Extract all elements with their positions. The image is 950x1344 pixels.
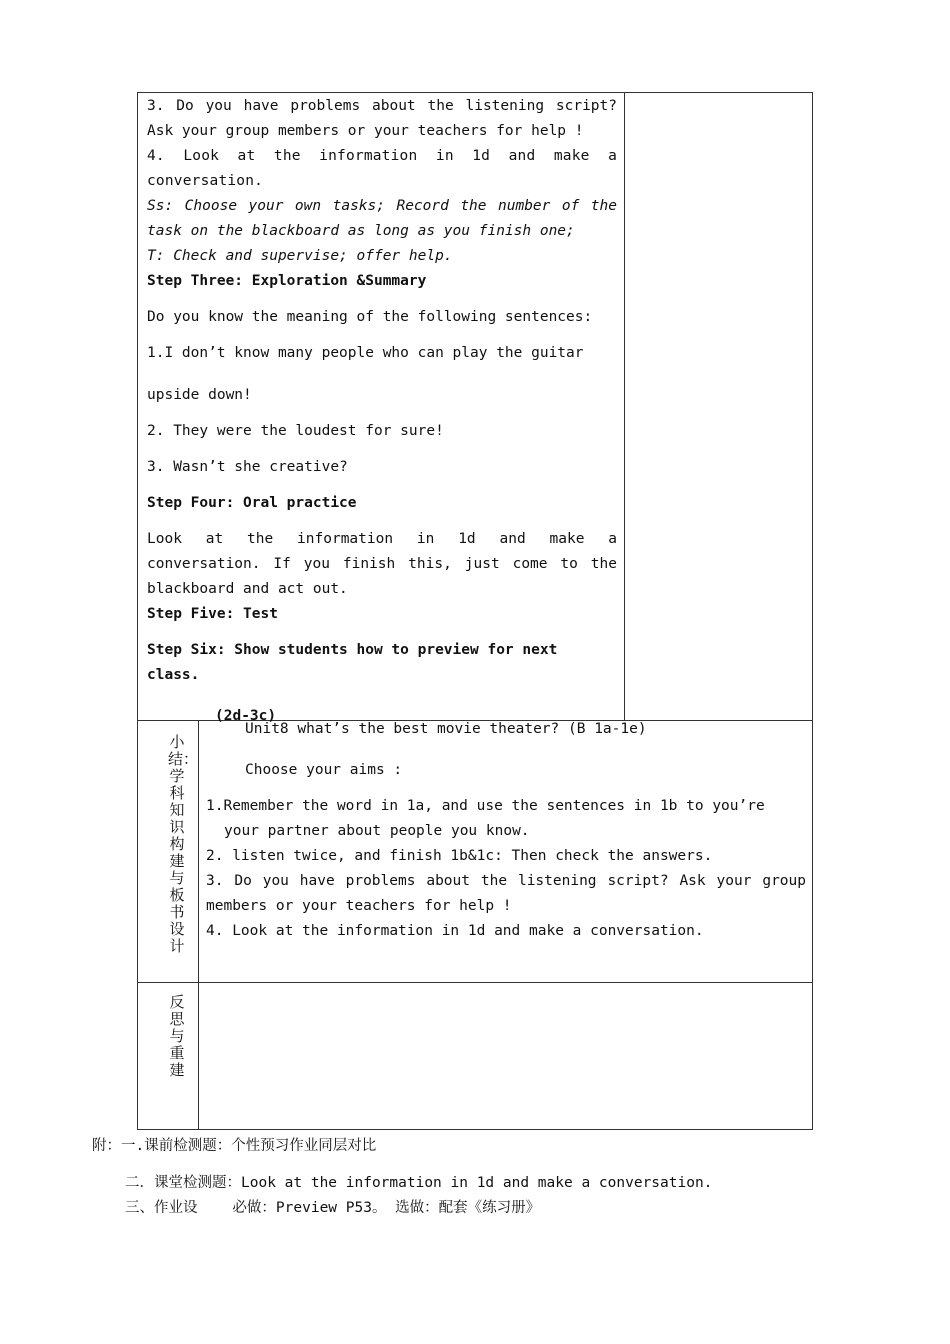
footer-line-1: 附：一.课前检测题：个性预习作业同层对比 [92, 1138, 377, 1154]
sentence-1a: 1.I don’t know many people who can play the guitar [147, 345, 584, 361]
reflection-label: 反思与重建 [169, 993, 185, 1079]
summary-cell [206, 717, 815, 944]
step3-intro: Do you know the meaning of the following sentences: [147, 309, 593, 325]
step4-title: Step Four: Oral practice [147, 495, 357, 511]
column-divider-label [198, 720, 199, 1130]
footer-line-2: 二．课堂检测题：Look at the information in 1d and make a conversation. [125, 1175, 713, 1191]
summary-item-3: 3. Do you have problems about the listening script? Ask your group members or your teachers for help ! [206, 873, 815, 914]
summary-aims: Choose your aims : [245, 762, 403, 778]
sentence-2: 2. They were the loudest for sure! [147, 423, 444, 439]
summary-item-2: 2. listen twice, and finish 1b&1c: Then check the answers. [206, 848, 713, 864]
sentence-1b: upside down! [147, 387, 252, 403]
sentence-3: 3. Wasn’t she creative? [147, 459, 348, 475]
step2-item4: 4. Look at the information in 1d and make a conversation. [147, 148, 626, 189]
lesson-table [137, 92, 813, 1130]
step3-title: Step Three: Exploration &Summary [147, 273, 427, 289]
students-instructions: Ss: Choose your own tasks; Record the number of the task on the blackboard as long as you finish one; [147, 198, 626, 239]
summary-item-4: 4. Look at the information in 1d and make a conversation. [206, 923, 704, 939]
column-divider-top [624, 93, 625, 720]
step4-text: Look at the information in 1d and make a conversation. If you finish this, just come to the blackboard and act out. [147, 531, 626, 597]
step6-title: Step Six: Show students how to preview for next class. [147, 642, 567, 683]
summary-item-1a: 1.Remember the word in 1a, and use the sentences in 1b to you’re [206, 798, 765, 814]
step2-item3: 3. Do you have problems about the listening script? Ask your group members or your teachers for help ! [147, 98, 626, 139]
step5-title: Step Five: Test [147, 606, 278, 622]
main-cell [147, 94, 626, 729]
summary-label: 小结：学科知识构建与板书设计 [168, 733, 199, 955]
step6-sub: (2d-3c) [215, 708, 277, 724]
teacher-instructions: T: Check and supervise; offer help. [147, 248, 453, 264]
row-divider-reflection [138, 982, 812, 983]
footer-line-3: 三、作业设 必做：Preview P53。 选做：配套《练习册》 [125, 1200, 541, 1216]
summary-title: Unit8 what’s the best movie theater? (B 1a-1e) [245, 721, 647, 737]
summary-item-1b: your partner about people you know. [224, 823, 530, 839]
